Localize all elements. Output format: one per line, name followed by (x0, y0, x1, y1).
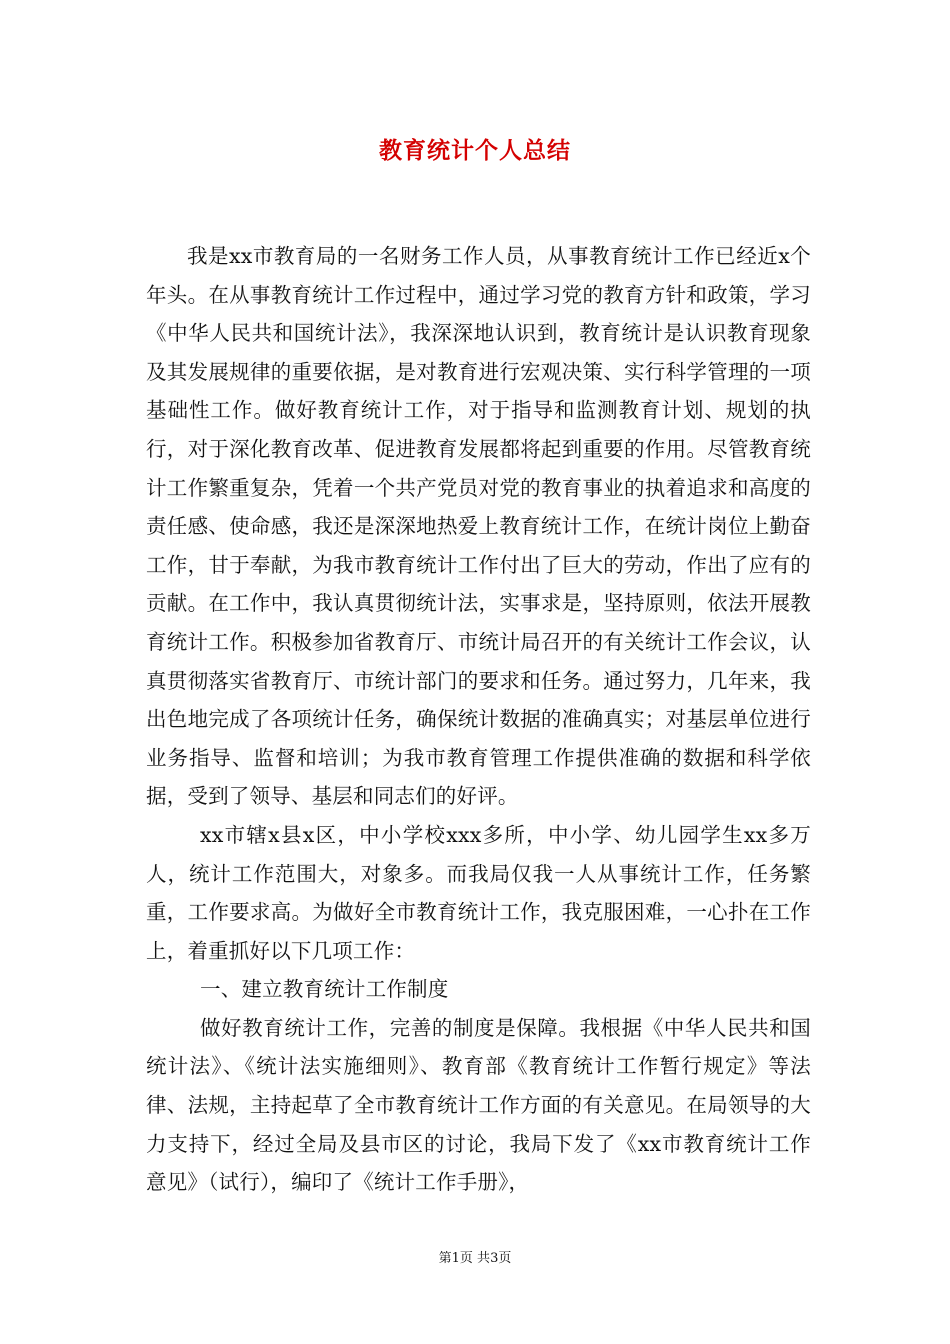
document-title: 教育统计个人总结 (379, 137, 571, 164)
footer-suffix: 页 (498, 1251, 512, 1266)
document-body (146, 237, 811, 1202)
footer-middle: 页 共 (459, 1251, 491, 1266)
footer-total-pages: 3 (490, 1251, 499, 1266)
section-heading-1: 一、建立教育统计工作制度 (200, 977, 449, 1002)
page-footer (0, 1247, 950, 1266)
paragraph-intro: 我是xx市教育局的一名财务工作人员，从事教育统计工作已经近x个年头。在从事教育统计工作过程中，通过学习党的教育方针和政策，学习《中华人民共和国统计法》，我深深地认识到，教育统计是认识教育现象及其发展规律的重要依据，是对教育进行宏观决策、实行科学管理的一项基础性工作。做好教育统计工作，对于指导和监测教育计划、规划的执行，对于深化教育改革、促进教育发展都将起到重要的作用。尽管教育统计工作繁重复杂，凭着一个共产党员对党的教育事业的执着追求和高度的责任感、使命感，我还是深深地热爱上教育统计工作，在统计岗位上勤奋工作，甘于奉献，为我市教育统计工作付出了巨大的劳动，作出了应有的贡献。在工作中，我认真贯彻统计法，实事求是，坚持原则，依法开展教育统计工作。积极参加省教育厅、市统计局召开的有关统计工作会议，认真贯彻落实省教育厅、市统计部门的要求和任务。通过努力，几年来，我出色地完成了各项统计任务，确保统计数据的准确真实；对基层单位进行业务指导、监督和培训；为我市教育管理工作提供准确的数据和科学依据，受到了领导、基层和同志们的好评。 (146, 244, 811, 809)
paragraph-system: 做好教育统计工作，完善的制度是保障。我根据《中华人民共和国统计法》、《统计法实施细则》、教育部《教育统计工作暂行规定》等法律、法规，主持起草了全市教育统计工作方面的有关意见。在局领导的大力支持下，经过全局及县市区的讨论，我局下发了《xx市教育统计工作意见》（试行），编印了《统计工作手册》， (146, 1015, 811, 1195)
paragraph-scope: xx市辖x县x区，中小学校xxx多所，中小学、幼儿园学生xx多万人，统计工作范围大，对象多。而我局仅我一人从事统计工作，任务繁重，工作要求高。为做好全市教育统计工作，我克服困难，一心扑在工作上，着重抓好以下几项工作： (146, 822, 811, 963)
footer-current-page: 1 (451, 1251, 460, 1266)
footer-prefix: 第 (438, 1251, 452, 1266)
